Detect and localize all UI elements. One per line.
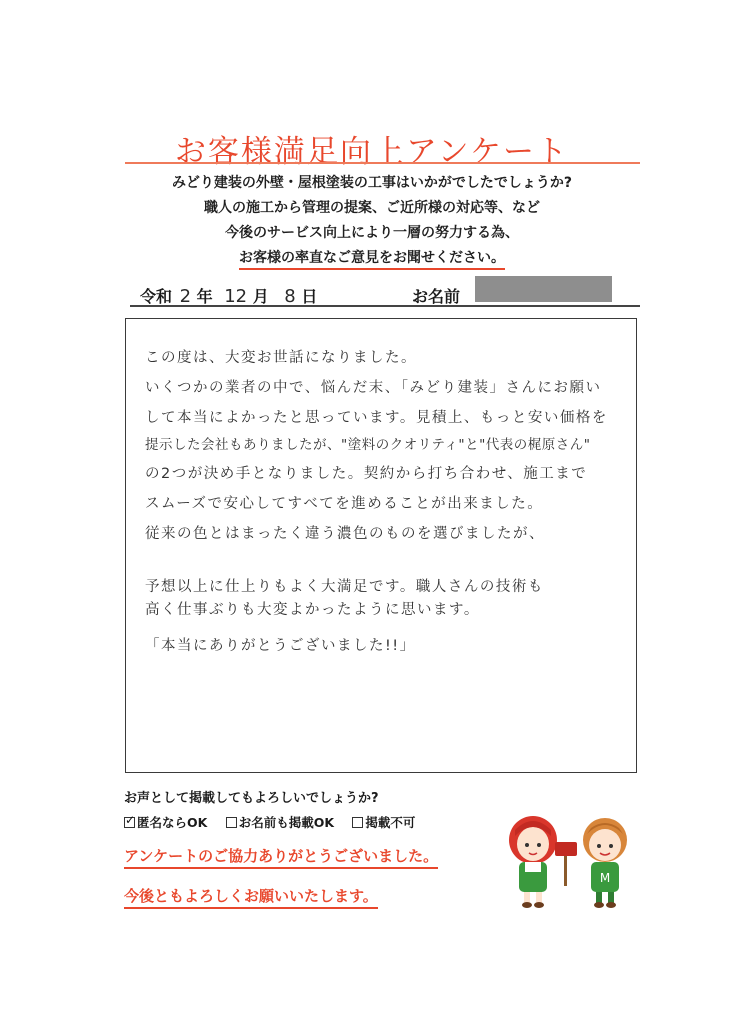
publish-question: お声として掲載してもよろしいでしょうか?	[124, 791, 379, 806]
comment-line: この度は、大変お世話になりました。	[145, 350, 417, 366]
comment-line: の2つが決め手となりました。契約から打ち合わせ、施工まで	[145, 466, 588, 482]
comment-line: して本当によかったと思っています。見積上、もっと安い価格を	[145, 410, 608, 426]
comment-line: 提示した会社もありましたが、"塗料のクオリティ"と"代表の梶原さん"	[145, 437, 591, 453]
closing-text: 今後ともよろしくお願いいたします。	[124, 887, 378, 909]
day-label: 日	[301, 287, 318, 306]
option-name-ok[interactable]	[226, 815, 334, 830]
mascot-couple-icon	[495, 810, 645, 910]
day-value: 8	[284, 286, 296, 307]
option-label: 掲載不可	[365, 815, 416, 830]
year-value: 2	[179, 286, 192, 307]
comment-line: 予想以上に仕上りもよく大満足です。職人さんの技術も	[145, 579, 544, 595]
option-not-allowed[interactable]	[352, 815, 415, 830]
date-underline	[130, 305, 640, 307]
comment-line: いくつかの業者の中で、悩んだ末、「みどり建装」さんにお願い	[145, 380, 602, 396]
intro-line-underlined: お客様の率直なご意見をお聞せください。	[239, 247, 505, 270]
title-divider	[125, 162, 640, 164]
year-label: 年	[196, 287, 213, 306]
checkbox-icon[interactable]	[226, 817, 237, 828]
comment-line: スムーズで安心してすべてを進めることが出来ました。	[145, 496, 544, 512]
survey-title: お客様満足向上アンケート	[174, 134, 570, 170]
svg-text:M: M	[599, 871, 611, 885]
intro-line: 今後のサービス向上により一層の努力する為、	[225, 225, 519, 241]
thanks-text: アンケートのご協力ありがとうございました。	[124, 847, 438, 869]
redacted-name	[475, 276, 612, 302]
comment-line: 「本当にありがとうございました!!」	[145, 638, 416, 654]
era-label: 令和	[140, 287, 173, 306]
thanks-message	[124, 845, 438, 866]
month-value: 12	[224, 286, 248, 307]
option-label: お名前も掲載OK	[238, 815, 335, 830]
comment-line: 高く仕事ぶりも大変よかったように思います。	[145, 602, 480, 618]
checkbox-icon[interactable]	[352, 817, 363, 828]
intro-line	[0, 247, 744, 270]
intro-line: みどり建装の外壁・屋根塗装の工事はいかがでしたでしょうか?	[171, 175, 573, 191]
closing-message	[124, 885, 378, 906]
option-label: 匿名ならOK	[137, 815, 208, 830]
comment-line: 従来の色とはまったく違う濃色のものを選びましたが、	[145, 526, 545, 542]
month-label: 月	[252, 287, 269, 306]
publish-options	[124, 813, 429, 831]
name-label: お名前	[412, 287, 461, 306]
checkbox-checked-icon[interactable]	[124, 817, 135, 828]
option-anonymous[interactable]	[124, 815, 207, 830]
intro-line: 職人の施工から管理の提案、ご近所様の対応等、など	[204, 200, 540, 216]
